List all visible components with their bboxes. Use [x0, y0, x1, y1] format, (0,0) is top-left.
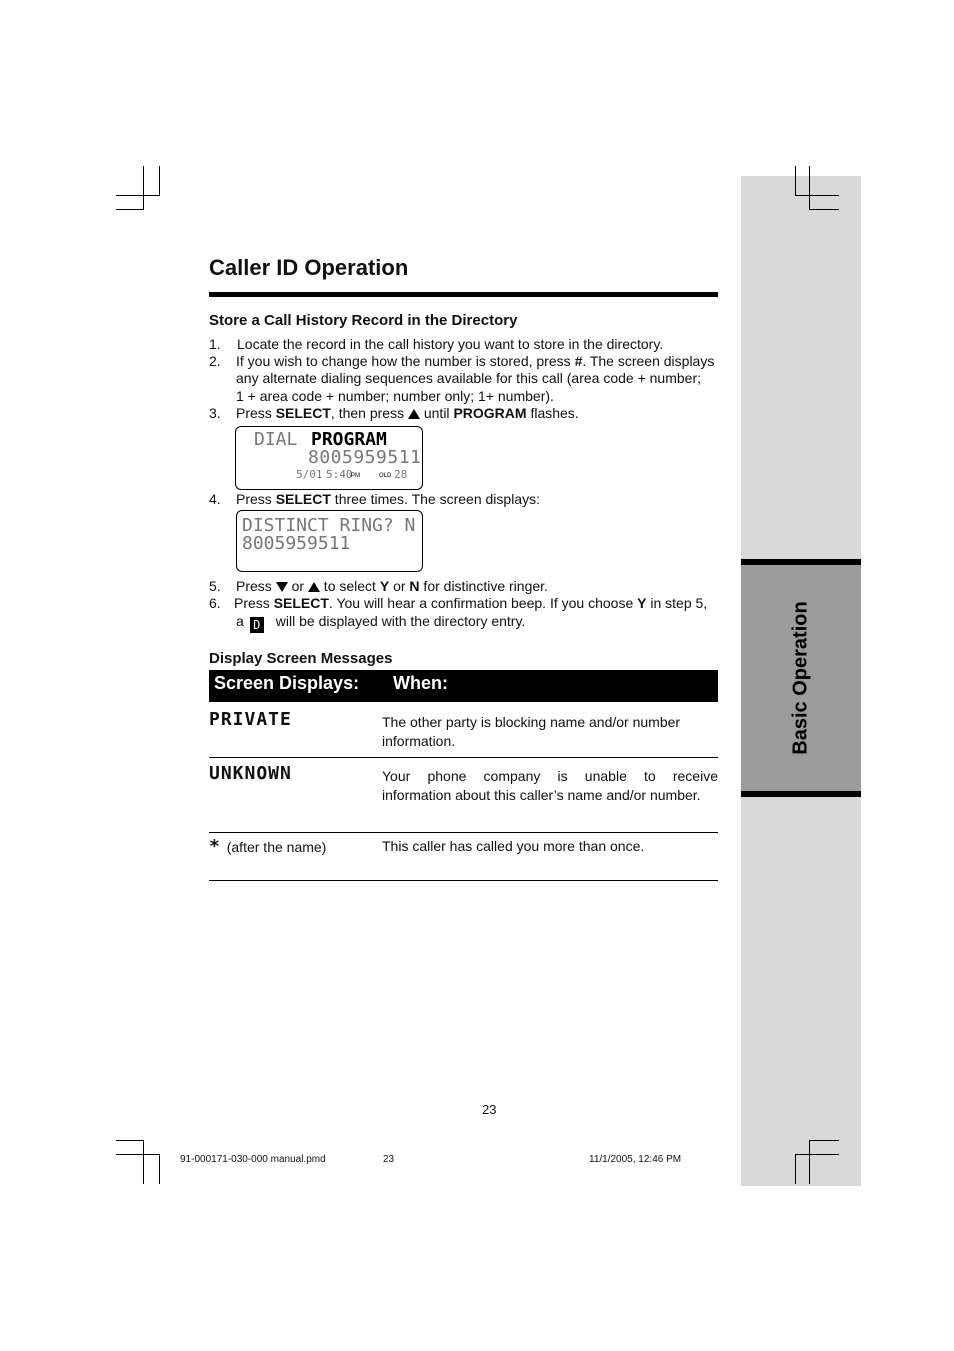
side-tab-text: Basic Operation: [789, 601, 812, 755]
side-tab-label: [741, 559, 861, 797]
lcd-distinct-text: DISTINCT RING? N: [242, 515, 416, 536]
crop-mark: [809, 166, 810, 210]
table-cell-when: [382, 713, 718, 751]
table-header-col1: Screen Displays:: [214, 673, 360, 693]
crop-mark: [795, 166, 796, 196]
step-6-line2: a D will be displayed with the directory entry.: [236, 613, 526, 632]
page-number: 23: [482, 1102, 497, 1117]
crop-mark: [116, 1154, 160, 1155]
crop-mark: [795, 1154, 839, 1155]
step-number: 2.: [209, 353, 221, 369]
crop-mark: [795, 1154, 796, 1184]
step-number: 3.: [209, 405, 221, 421]
display-private: PRIVATE: [209, 709, 292, 730]
lcd-screen-program: [235, 426, 423, 490]
step-2-text: If you wish to change how the number is stored, press #. The screen displays: [236, 353, 715, 369]
title-rule: [209, 292, 718, 297]
steps-5-6: [209, 578, 729, 632]
directory-icon: D: [250, 617, 264, 633]
step-number: 1.: [209, 336, 221, 352]
table-header-col2: When:: [393, 673, 448, 693]
steps-1-3: [209, 336, 729, 426]
lcd-date: 5/01: [296, 468, 323, 481]
lcd-old-label: OLD: [379, 473, 392, 479]
display-note: (after the name): [226, 839, 327, 855]
display-unknown: UNKNOWN: [209, 763, 292, 784]
step-number: 6.: [209, 595, 221, 611]
crop-mark: [159, 166, 160, 196]
step-5-text: Press or to select Y or N for distinctive ringer.: [236, 578, 548, 594]
step-number: 4.: [209, 491, 221, 507]
step-4-text: Press SELECT three times. The screen displays:: [236, 491, 540, 507]
section-heading-store: Store a Call History Record in the Directory: [209, 312, 518, 329]
footer-page: 23: [383, 1154, 395, 1165]
table-divider: [209, 757, 718, 758]
display-repeat-caller: [209, 838, 326, 856]
crop-mark: [795, 195, 839, 196]
lcd-screen-distinct-ring: [236, 510, 423, 572]
table-divider: [209, 832, 718, 833]
table-cell-when: This caller has called you more than once.: [382, 838, 645, 854]
page-title: Caller ID Operation: [209, 255, 409, 280]
crop-mark: [116, 209, 144, 210]
footer-date: 11/1/2005, 12:46 PM: [589, 1154, 682, 1165]
when-line: Your phone company is unable to receive: [382, 768, 718, 784]
when-line: The other party is blocking name and/or number: [382, 714, 681, 730]
step-1-text: Locate the record in the call history you want to store in the directory.: [237, 336, 664, 352]
lcd-number: 8005959511: [242, 533, 351, 554]
crop-mark: [809, 209, 839, 210]
lcd-number: 8005959511: [308, 447, 422, 468]
crop-mark: [116, 195, 160, 196]
lcd-count: 28: [394, 468, 408, 481]
step-4: [209, 491, 729, 508]
lcd-time: 5:40: [326, 468, 353, 481]
table-header: [209, 670, 718, 702]
table-divider: [209, 880, 718, 881]
crop-mark: [116, 1140, 144, 1141]
crop-mark: [143, 166, 144, 210]
crop-mark: [809, 1140, 839, 1141]
footer-file: 91-000171-030-000 manual.pmd: [180, 1154, 326, 1165]
when-line: information.: [382, 733, 456, 749]
step-6-text: Press SELECT. You will hear a confirmation beep. If you choose Y in step 5,: [234, 595, 708, 611]
up-arrow-icon: [308, 582, 320, 592]
asterisk-symbol: *: [209, 836, 220, 857]
lcd-program-text: PROGRAM: [311, 429, 387, 450]
step-2-line3: 1 + area code + number; number only; 1+ number).: [236, 388, 554, 404]
down-arrow-icon: [276, 582, 288, 592]
crop-mark: [159, 1154, 160, 1184]
when-line: information about this caller’s name and/or number.: [382, 787, 701, 803]
section-heading-messages: Display Screen Messages: [209, 650, 393, 667]
step-3-text: Press SELECT, then press until PROGRAM flashes.: [236, 405, 579, 421]
step-2-line2: any alternate dialing sequences available for this call (area code + number;: [236, 370, 702, 386]
crop-mark: [809, 1140, 810, 1184]
crop-mark: [143, 1140, 144, 1184]
lcd-ampm: PM: [351, 473, 360, 479]
table-cell-when: [382, 767, 718, 805]
lcd-dial-text: DIAL: [254, 429, 298, 450]
step-number: 5.: [209, 578, 221, 594]
up-arrow-icon: [408, 409, 420, 419]
